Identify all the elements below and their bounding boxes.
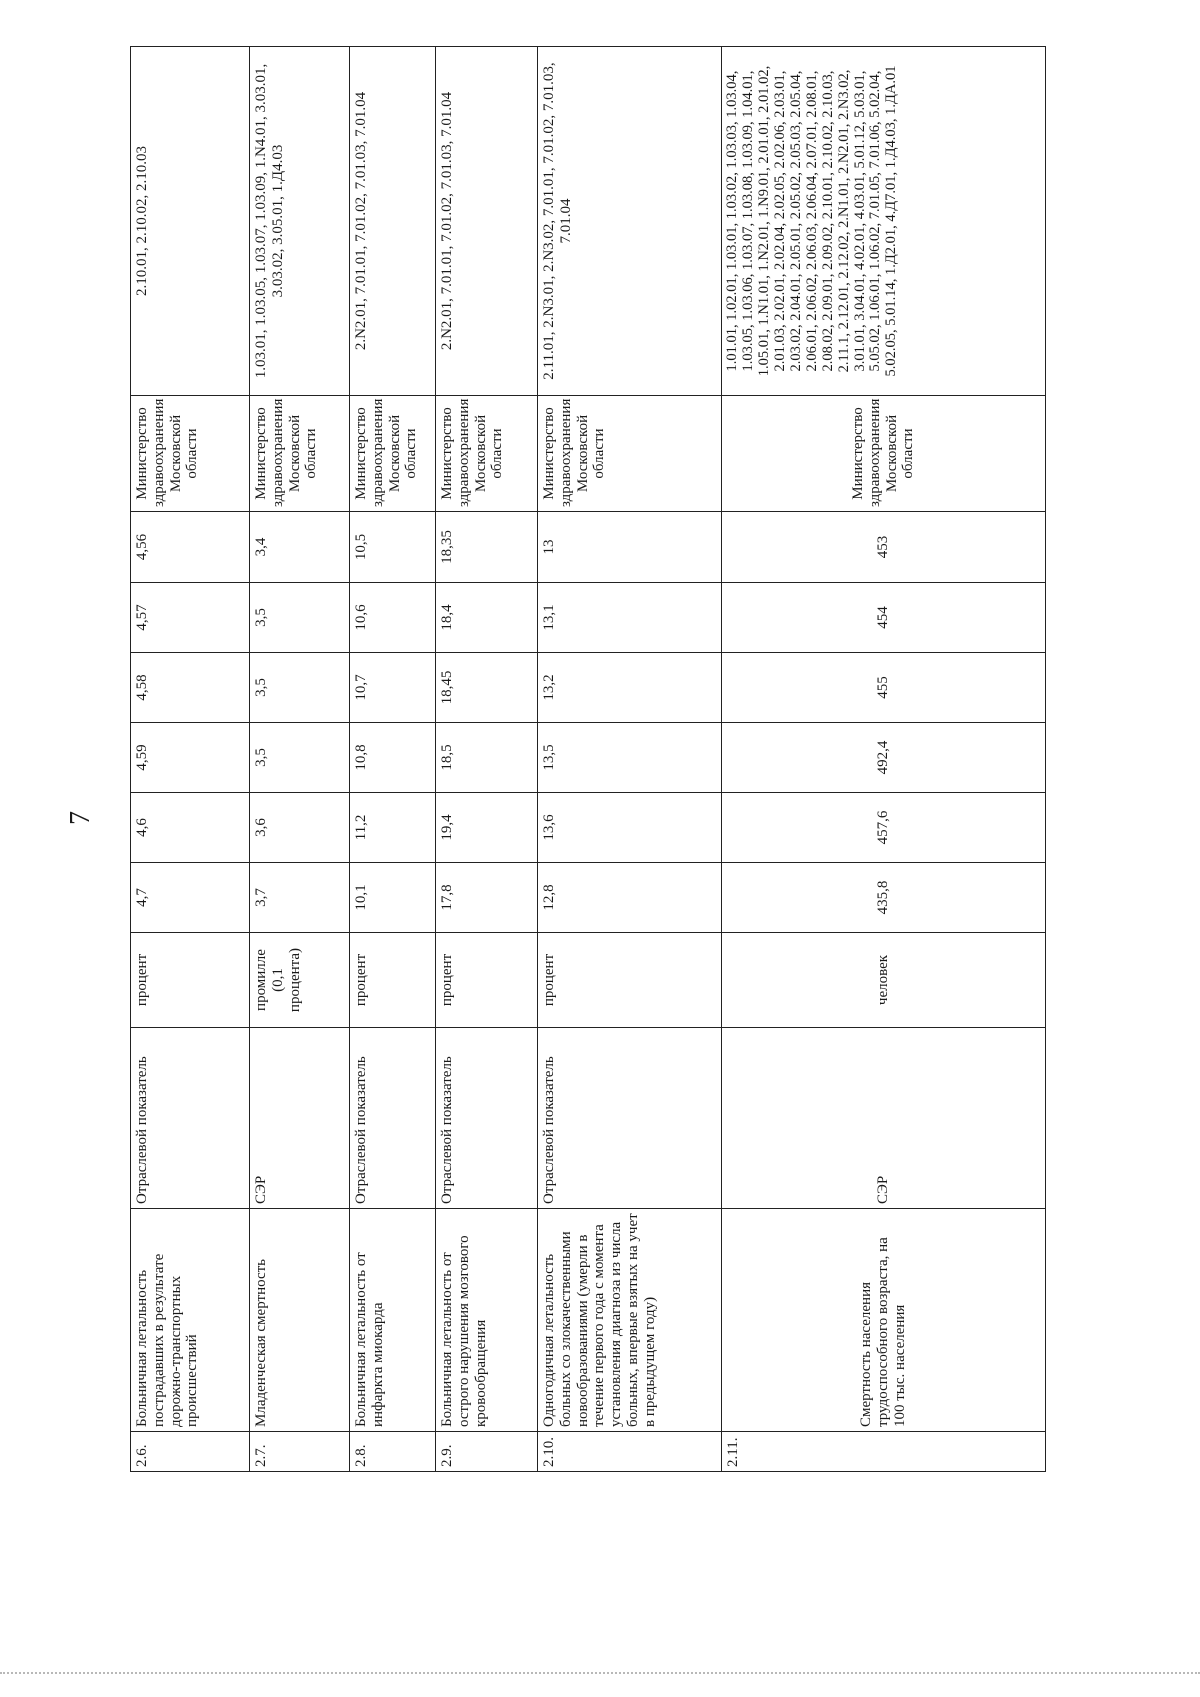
row-number: 2.11. [722, 1432, 1046, 1472]
value-cell: 19,4 [436, 793, 538, 863]
value-cell: 4,6 [131, 793, 250, 863]
value-cell: 3,7 [250, 863, 350, 933]
value-cell: 453 [722, 512, 1046, 583]
value-cell: 11,2 [350, 793, 436, 863]
responsible-body: Министерство здравоохранения Московской области [131, 396, 250, 512]
linked-measures: 2.N2.01, 7.01.01, 7.01.02, 7.01.03, 7.01.04 [436, 47, 538, 396]
indicator-type: СЭР [250, 1028, 350, 1209]
row-number: 2.9. [436, 1432, 538, 1472]
responsible-body: Министерство здравоохранения Московской области [722, 396, 1046, 512]
table-row [131, 47, 250, 1472]
value-cell: 13 [538, 512, 722, 583]
indicator-name: Больничная летальность от острого нарушения мозгового кровообращения [436, 1209, 538, 1432]
value-cell: 10,7 [350, 653, 436, 723]
indicator-type: СЭР [722, 1028, 1046, 1209]
indicator-unit: человек [722, 933, 1046, 1028]
linked-measures: 2.11.01, 2.N3.01, 2.N3.02, 7.01.01, 7.01.02, 7.01.03, 7.01.04 [538, 47, 722, 396]
table-row [722, 47, 1046, 1472]
value-cell: 4,57 [131, 583, 250, 653]
indicator-name: Больничная летальность от инфаркта миокарда [350, 1209, 436, 1432]
indicator-name: Больничная летальность пострадавших в результате дорожно-транспортных происшествий [131, 1209, 250, 1432]
value-cell: 435,8 [722, 863, 1046, 933]
value-cell: 18,45 [436, 653, 538, 723]
value-cell: 10,1 [350, 863, 436, 933]
value-cell: 10,5 [350, 512, 436, 583]
indicator-name: Младенческая смертность [250, 1209, 350, 1432]
value-cell: 17,8 [436, 863, 538, 933]
value-cell: 3,4 [250, 512, 350, 583]
indicator-unit: процент [538, 933, 722, 1028]
value-cell: 18,5 [436, 723, 538, 793]
value-cell: 13,5 [538, 723, 722, 793]
value-cell: 455 [722, 653, 1046, 723]
value-cell: 4,59 [131, 723, 250, 793]
value-cell: 13,1 [538, 583, 722, 653]
scan-edge-line [0, 1672, 1200, 1674]
row-number: 2.10. [538, 1432, 722, 1472]
value-cell: 4,56 [131, 512, 250, 583]
value-cell: 492,4 [722, 723, 1046, 793]
value-cell: 12,8 [538, 863, 722, 933]
value-cell: 457,6 [722, 793, 1046, 863]
row-number: 2.7. [250, 1432, 350, 1472]
indicator-type: Отраслевой показатель [350, 1028, 436, 1209]
table-row [538, 47, 722, 1472]
row-number: 2.6. [131, 1432, 250, 1472]
table-row [350, 47, 436, 1472]
indicator-unit: процент [131, 933, 250, 1028]
page-number: 7 [65, 811, 96, 825]
indicator-type: Отраслевой показатель [538, 1028, 722, 1209]
value-cell: 4,7 [131, 863, 250, 933]
value-cell: 10,6 [350, 583, 436, 653]
responsible-body: Министерство здравоохранения Московской области [250, 396, 350, 512]
value-cell: 13,6 [538, 793, 722, 863]
table-row [436, 47, 538, 1472]
indicator-type: Отраслевой показатель [436, 1028, 538, 1209]
indicator-table [130, 46, 1046, 1472]
indicator-type: Отраслевой показатель [131, 1028, 250, 1209]
value-cell: 454 [722, 583, 1046, 653]
indicator-unit: промилле (0,1 процента) [250, 933, 350, 1028]
linked-measures: 2.10.01, 2.10.02, 2.10.03 [131, 47, 250, 396]
indicator-unit: процент [436, 933, 538, 1028]
linked-measures: 1.03.01, 1.03.05, 1.03.07, 1.03.09, 1.N4.01, 3.03.01, 3.03.02, 3.05.01, 1.Д4.03 [250, 47, 350, 396]
responsible-body: Министерство здравоохранения Московской области [350, 396, 436, 512]
indicator-name: Смертность населения трудоспособного возраста, на 100 тыс. населения [722, 1209, 1046, 1432]
value-cell: 3,6 [250, 793, 350, 863]
value-cell: 3,5 [250, 583, 350, 653]
indicator-table-rotated [130, 47, 1045, 1472]
linked-measures: 1.01.01, 1.02.01, 1.03.01, 1.03.02, 1.03.03, 1.03.04, 1.03.05, 1.03.06, 1.03.07, 1.03.08, 1.03.09, 1.04.01, 1.05.01, 1.N1.01, 1.N2.01, 1.N9.01, 2.01.01, 2.01.02, 2.01.03, 2.02.01, 2.02.04, 2.02.05, 2.02.06, 2.03.01, 2.03.02, 2.04.01, 2.05.01, 2.05.02, 2.05.03, 2.05.04, 2.06.01, 2.06.02, 2.06.03, 2.06.04, 2.07.01, 2.08.01, 2.08.02, 2.09.01, 2.09.02, 2.10.01, 2.10.02, 2.10.03, 2.11.1, 2.12.01, 2.12.02, 2.N1.01, 2.N2.01, 2.N3.02, 3.01.01, 3.04.01, 4.02.01, 4.03.01, 5.01.12, 5.03.01, 5.05.02, 1.06.01, 1.06.02, 7.01.05, 7.01.06, 5.02.04, 5.02.05, 5.01.14, 1.Д2.01, 4.Д7.01, 1.Д4.03, 1.ДА.01 [722, 47, 1046, 396]
value-cell: 3,5 [250, 723, 350, 793]
indicator-unit: процент [350, 933, 436, 1028]
value-cell: 3,5 [250, 653, 350, 723]
table-row [250, 47, 350, 1472]
value-cell: 10,8 [350, 723, 436, 793]
responsible-body: Министерство здравоохранения Московской области [436, 396, 538, 512]
responsible-body: Министерство здравоохранения Московской области [538, 396, 722, 512]
linked-measures: 2.N2.01, 7.01.01, 7.01.02, 7.01.03, 7.01.04 [350, 47, 436, 396]
value-cell: 18,4 [436, 583, 538, 653]
row-number: 2.8. [350, 1432, 436, 1472]
value-cell: 18,35 [436, 512, 538, 583]
value-cell: 4,58 [131, 653, 250, 723]
indicator-name: Одногодичная летальность больных со злокачественными новообразованиями (умерли в течение первого года с момента установления диагноза из числа больных, впервые взятых на учет в предыдущем году) [538, 1209, 722, 1432]
value-cell: 13,2 [538, 653, 722, 723]
